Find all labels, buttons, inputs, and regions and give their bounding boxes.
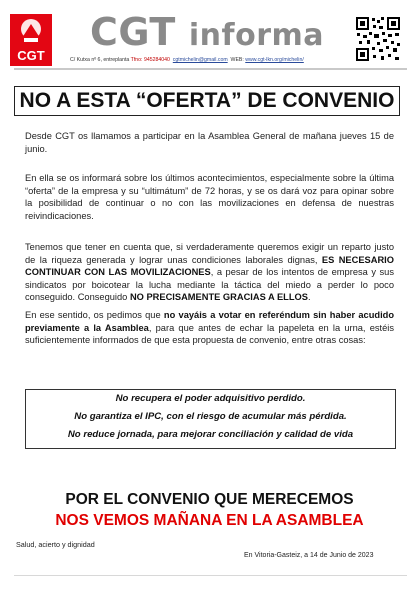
demand-item: No reduce jornada, para mejorar conciliación y calidad de vida bbox=[67, 429, 354, 440]
contact-address: C/ Kutxa nº 6, entreplanta bbox=[70, 57, 130, 63]
place-date: En Vitoria-Gasteiz, a 14 de Junio de 2023 bbox=[244, 552, 374, 559]
paragraph-invitation: Desde CGT os llamamos a participar en la Asamblea General de mañana jueves 15 de junio. bbox=[25, 131, 394, 154]
slogan-convenio: POR EL CONVENIO QUE MERECEMOS bbox=[65, 491, 354, 508]
header-divider bbox=[14, 68, 407, 70]
contact-email-link[interactable]: cgtmichelin@gmail.com bbox=[172, 57, 228, 63]
p3-text-a: Tenemos que tener en cuenta que, si verdaderamente queremos exigir un reparto justo de la riqueza generada y lograr unas condiciones laborales dignas, bbox=[25, 242, 394, 265]
cgt-logo bbox=[10, 14, 52, 66]
contact-web-label: WEB: bbox=[230, 57, 244, 63]
paragraph-referendum bbox=[25, 309, 394, 347]
paragraph-information: En ella se os informará sobre los últimos acontecimientos, especialmente sobre la última “oferta” de la empresa y su “ultimátum” de 72 horas, y se os dará voz para opinar sobre la posibilidad de continuar o no con las movilizaciones en defensa de nuestras reivindicaciones. bbox=[25, 173, 394, 221]
farewell-text: Salud, acierto y dignidad bbox=[16, 540, 95, 549]
p4-text-a: En ese sentido, os pedimos que bbox=[25, 310, 161, 320]
contact-line bbox=[70, 57, 304, 63]
footer-divider bbox=[14, 575, 407, 576]
p4-emphasis-no-vote: no vayáis a votar en referéndum sin haber acudido previamente a la Asamblea bbox=[25, 310, 395, 333]
page-title: NO A ESTA “OFERTA” DE CONVENIO bbox=[19, 89, 395, 112]
demand-item: No recupera el poder adquisitivo perdido. bbox=[115, 393, 306, 404]
contact-phone: 945284040 bbox=[143, 57, 170, 63]
logo-text: CGT bbox=[17, 48, 45, 63]
p3-text-c: , a pesar de los intentos de empresa y sus sindicatos por boicotear la lucha mediante la táctica del miedo a perder lo poco conseguido. Conseguido bbox=[25, 267, 395, 303]
brand-cgt: CGT bbox=[90, 10, 176, 54]
slogan-asamblea: NOS VEMOS MAÑANA EN LA ASAMBLEA bbox=[55, 512, 364, 529]
p3-text-e: . bbox=[307, 292, 311, 303]
demand-item: No garantiza el IPC, con el riesgo de acumular más pérdida. bbox=[74, 411, 347, 422]
paragraph-mobilization bbox=[25, 241, 394, 304]
p3-emphasis-not-thanks: NO PRECISAMENTE GRACIAS A ELLOS bbox=[129, 292, 308, 303]
contact-web-link[interactable]: www.cgt-lkn.org/michelin/ bbox=[245, 57, 304, 63]
contact-phone-label: Tfno: bbox=[130, 57, 143, 63]
p4-text-c: , para que antes de echar la papeleta en la urna, estéis suficientemente informados de que esta propuesta de convenio, entre otras cosas: bbox=[25, 322, 394, 346]
brand-informa: informa bbox=[188, 18, 324, 53]
p3-emphasis-continue: ES NECESARIO CONTINUAR CON LAS MOVILIZACIONES bbox=[25, 254, 394, 278]
brand-title bbox=[90, 10, 324, 54]
qr-code-icon bbox=[355, 16, 401, 62]
